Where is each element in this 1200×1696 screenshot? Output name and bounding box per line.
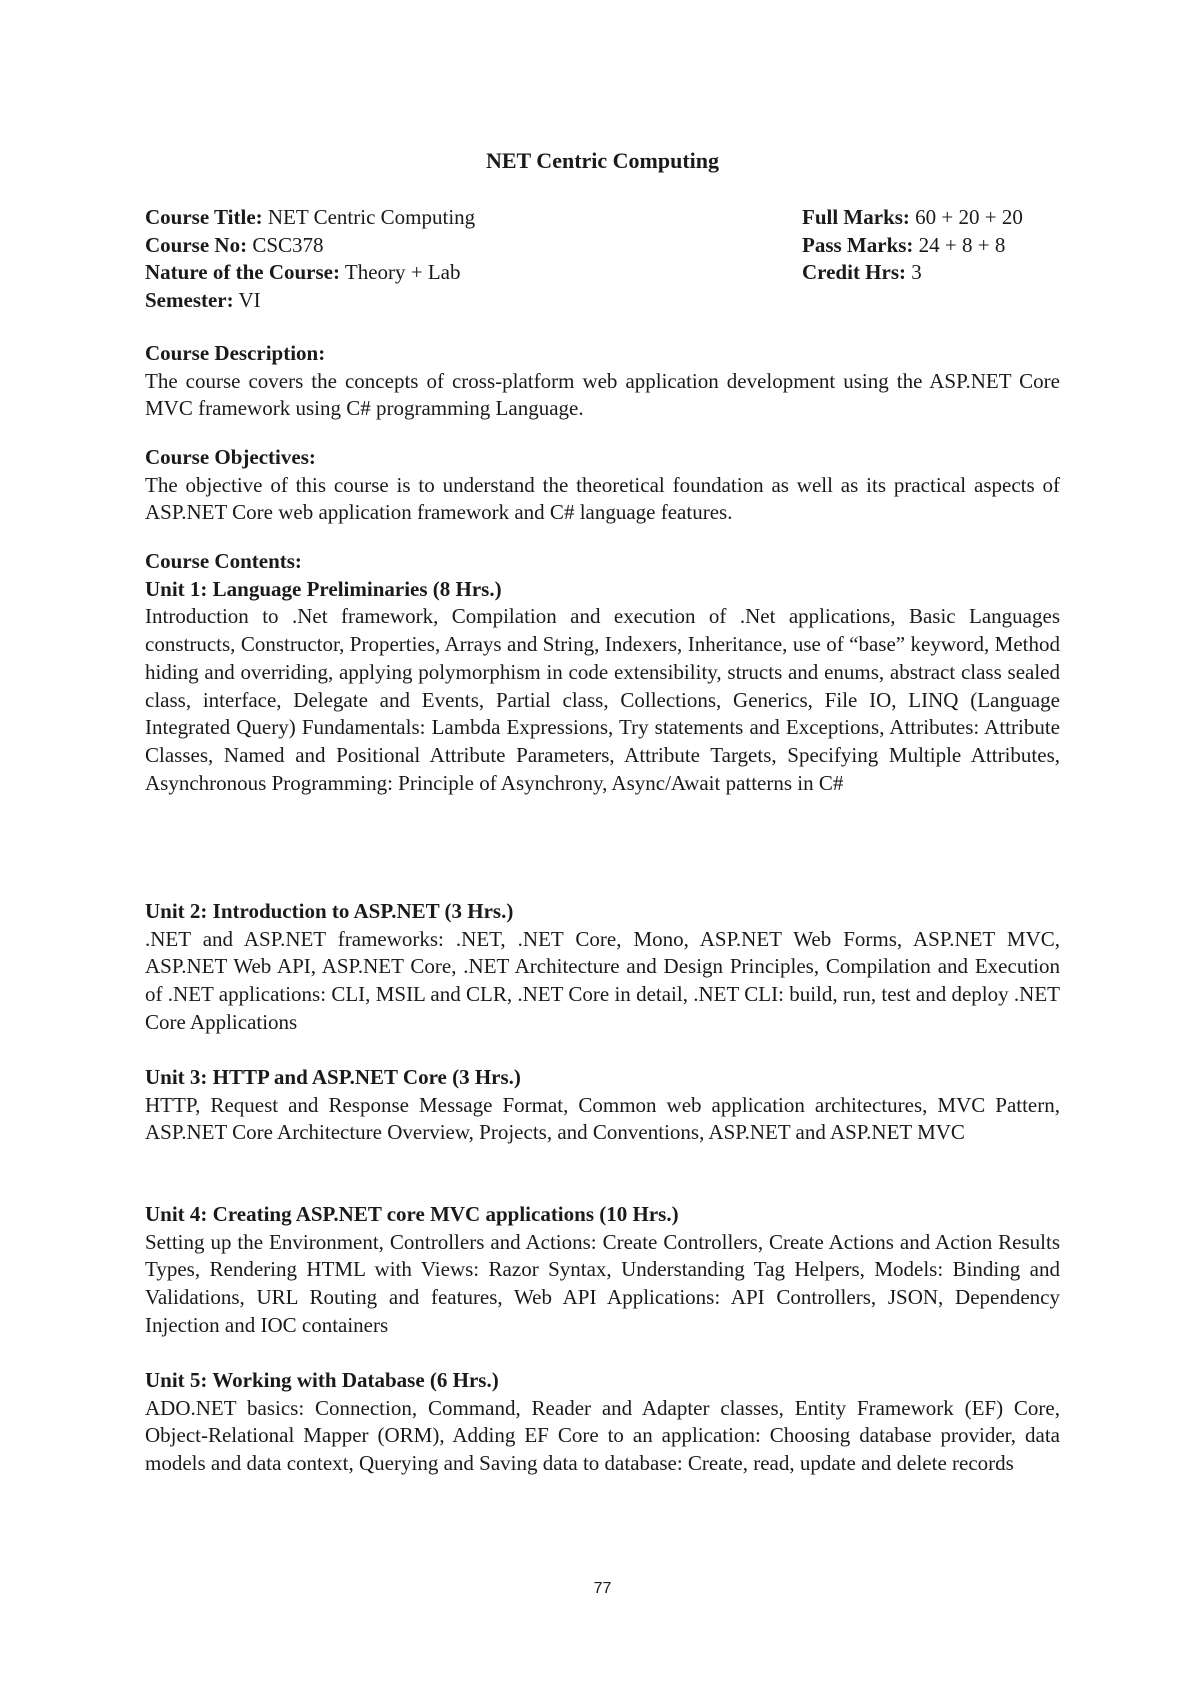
course-title-row <box>145 204 705 232</box>
unit-5-section <box>145 1367 1060 1478</box>
credit-hrs-value: 3 <box>906 260 922 284</box>
course-description-text: The course covers the concepts of cross-platform web application development using the ASP.NET Core MVC framework using C# programming Language. <box>145 368 1060 421</box>
pass-marks-label: Pass Marks: <box>802 232 914 257</box>
semester-row <box>145 287 705 315</box>
semester-label: Semester: <box>145 287 234 312</box>
course-meta-right <box>802 204 1062 287</box>
full-marks-row <box>802 204 1062 232</box>
course-meta-left <box>145 204 705 314</box>
unit-2-heading: Unit 2: Introduction to ASP.NET (3 Hrs.) <box>145 899 514 923</box>
unit-3-heading: Unit 3: HTTP and ASP.NET Core (3 Hrs.) <box>145 1065 521 1089</box>
course-description-heading: Course Description: <box>145 341 326 365</box>
semester-value: VI <box>233 287 261 312</box>
nature-value: Theory + Lab <box>340 260 461 284</box>
course-objectives-heading: Course Objectives: <box>145 445 316 469</box>
credit-hrs-label: Credit Hrs: <box>802 260 907 284</box>
unit-2-section <box>145 898 1060 1037</box>
course-objectives-section <box>145 444 1060 527</box>
pass-marks-row <box>802 232 1062 260</box>
course-no-label: Course No: <box>145 232 248 257</box>
unit-5-text: ADO.NET basics: Connection, Command, Reader and Adapter classes, Entity Framework (EF) Core, Object-Relational Mapper (ORM), Adding EF Core to an application: Choosing database provider, data models and data context, Querying and Saving data to database: Create, read, update and delete records <box>145 1395 1060 1476</box>
course-contents-heading: Course Contents: <box>145 549 302 573</box>
unit-2-text: .NET and ASP.NET frameworks: .NET, .NET Core, Mono, ASP.NET Web Forms, ASP.NET MVC, ASP.NET Web API, ASP.NET Core, .NET Architecture and Design Principles, Compilation and Execution of .NET applications: CLI, MSIL and CLR, .NET Core in detail, .NET CLI: build, run, test and deploy .NET Core Applications <box>145 926 1060 1034</box>
credit-hrs-row <box>802 259 1062 287</box>
unit-1-text: Introduction to .Net framework, Compilation and execution of .Net applications, Basic Languages constructs, Constructor, Properties, Arrays and String, Indexers, Inheritance, use of “base” keyword, Method hiding and overriding, applying polymorphism in code extensibility, structs and enums, abstract class sealed class, interface, Delegate and Events, Partial class, Collections, Generics, File IO, LINQ (Language Integrated Query) Fundamentals: Lambda Expressions, Try statements and Exceptions, Attributes: Attribute Classes, Named and Positional Attribute Parameters, Attribute Targets, Specifying Multiple Attributes, Asynchronous Programming: Principle of Asynchrony, Async/Await patterns in C# <box>145 604 1060 795</box>
course-no-row <box>145 232 705 260</box>
nature-row <box>145 259 705 287</box>
full-marks-label: Full Marks: <box>802 205 910 229</box>
page-title: NET Centric Computing <box>485 148 720 173</box>
unit-4-section <box>145 1201 1060 1340</box>
unit-4-heading: Unit 4: Creating ASP.NET core MVC applications (10 Hrs.) <box>145 1202 679 1226</box>
unit-4-text: Setting up the Environment, Controllers and Actions: Create Controllers, Create Actions and Action Results Types, Rendering HTML with Views: Razor Syntax, Understanding Tag Helpers, Models: Binding and Validations, URL Routing and features, Web API Applications: API Controllers, JSON, Dependency Injection and IOC containers <box>145 1229 1060 1337</box>
page-number: 77 <box>593 1580 612 1597</box>
course-description-section <box>145 340 1060 423</box>
full-marks-value: 60 + 20 + 20 <box>909 205 1023 229</box>
course-contents-section <box>145 548 1060 797</box>
nature-label: Nature of the Course: <box>145 260 340 284</box>
course-no-value: CSC378 <box>247 232 324 257</box>
unit-5-heading: Unit 5: Working with Database (6 Hrs.) <box>145 1368 499 1392</box>
unit-3-section <box>145 1064 1060 1147</box>
course-title-value: NET Centric Computing <box>262 205 476 229</box>
course-title-label: Course Title: <box>145 205 263 229</box>
pass-marks-value: 24 + 8 + 8 <box>913 232 1006 257</box>
unit-3-text: HTTP, Request and Response Message Format, Common web application architectures, MVC Pattern, ASP.NET Core Architecture Overview, Projects, and Conventions, ASP.NET and ASP.NET MVC <box>145 1092 1060 1145</box>
unit-1-heading: Unit 1: Language Preliminaries (8 Hrs.) <box>145 576 502 601</box>
course-objectives-text: The objective of this course is to understand the theoretical foundation as well as its practical aspects of ASP.NET Core web application framework and C# language features. <box>145 472 1060 525</box>
